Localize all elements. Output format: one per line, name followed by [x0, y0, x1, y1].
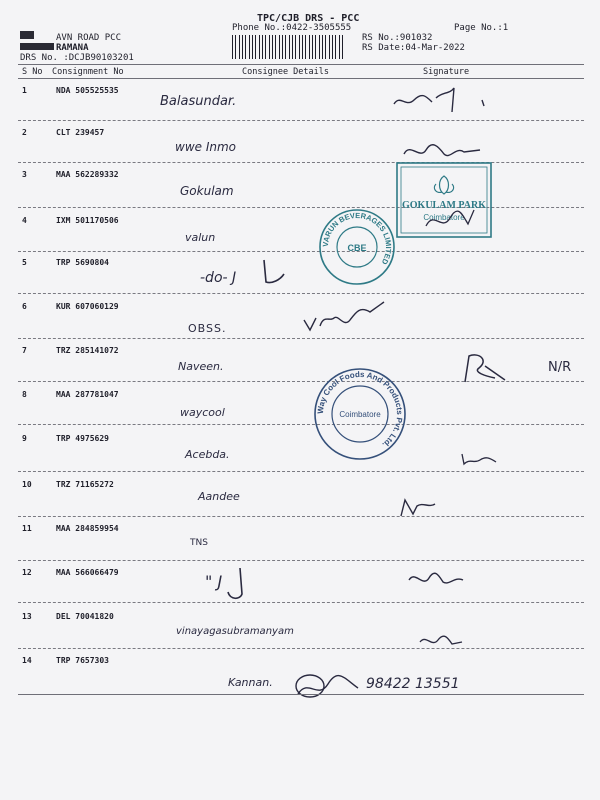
- column-header-consignment: Consignment No: [52, 67, 124, 77]
- stamp-ring-text: VARUN BEVERAGES LIMITED: [320, 210, 394, 267]
- table-row: [0, 390, 600, 434]
- signature-mark: [405, 568, 475, 592]
- barcode-bar: [259, 35, 260, 59]
- row-divider: [18, 251, 584, 252]
- document-title: TPC/CJB DRS - PCC: [257, 13, 360, 24]
- signature-mark: [222, 564, 262, 604]
- row-consignee: Aandee: [198, 490, 240, 503]
- barcode-bar: [322, 35, 323, 59]
- row-divider: [18, 560, 584, 561]
- barcode-bar: [332, 35, 333, 59]
- row-consignment: CLT 239457: [56, 128, 105, 137]
- table-row: [0, 216, 600, 260]
- row-consignee: valun: [185, 231, 216, 244]
- row-consignee: Acebda.: [185, 448, 230, 461]
- column-header-consignee: Consignee Details: [242, 67, 329, 77]
- barcode-bar: [269, 35, 270, 59]
- redaction-mark: [20, 43, 54, 50]
- row-divider: [18, 424, 584, 425]
- signature-mark: [422, 206, 482, 236]
- barcode-bar: [282, 35, 283, 59]
- row-consignment: MAA 287781047: [56, 390, 119, 399]
- signature-mark: [258, 256, 298, 286]
- row-note: N/R: [548, 360, 572, 375]
- row-sno: 1: [22, 86, 27, 95]
- row-consignee: wwe Inmo: [175, 140, 237, 154]
- row-sno: 7: [22, 346, 27, 355]
- barcode-bar: [325, 35, 326, 59]
- row-sno: 6: [22, 302, 27, 311]
- signature-mark: [418, 632, 468, 652]
- barcode-bar: [275, 35, 276, 59]
- page-number: Page No.:1: [454, 23, 509, 33]
- row-consignee: OBSS.: [188, 322, 227, 335]
- barcode-bar: [299, 35, 300, 59]
- row-consignee: Naveen.: [178, 360, 224, 373]
- handwritten-phone: 98422 13551: [366, 676, 460, 692]
- row-sno: 14: [22, 656, 32, 665]
- branch-name: AVN ROAD PCC: [56, 33, 122, 43]
- row-sno: 9: [22, 434, 27, 443]
- row-divider: [18, 648, 584, 649]
- row-sno: 13: [22, 612, 32, 621]
- row-consignment: DEL 70041820: [56, 612, 114, 621]
- barcode-image: [231, 35, 345, 59]
- column-header-sno: S No: [22, 67, 43, 77]
- barcode-bar: [305, 35, 306, 59]
- row-sno: 12: [22, 568, 32, 577]
- barcode-bar: [262, 35, 263, 59]
- phone-number: Phone No.:0422-3505555: [232, 23, 352, 33]
- barcode-bar: [312, 35, 313, 59]
- barcode-bar: [239, 35, 240, 59]
- signature-mark: [460, 450, 520, 470]
- table-bottom-rule: [18, 694, 584, 695]
- table-row: [0, 346, 600, 390]
- stamp-text: Coimbatore: [339, 410, 381, 419]
- row-consignment: IXM 501170506: [56, 216, 119, 225]
- barcode-bar: [252, 35, 253, 59]
- row-consignee: vinayagasubramanyam: [176, 626, 294, 637]
- table-row: [0, 128, 600, 172]
- barcode-bar: [232, 35, 233, 59]
- barcode-bar: [242, 35, 243, 59]
- barcode-bar: [265, 35, 266, 59]
- stamp-ring-text: Way Cool Foods And Products Pvt. Ltd.: [315, 369, 405, 450]
- row-divider: [18, 207, 584, 208]
- barcode-bar: [335, 35, 336, 59]
- row-consignment: MAA 562289332: [56, 170, 119, 179]
- row-divider: [18, 471, 584, 472]
- barcode-bar: [249, 35, 250, 59]
- row-divider: [18, 338, 584, 339]
- barcode-bar: [319, 35, 320, 59]
- row-sno: 10: [22, 480, 32, 489]
- row-consignment: MAA 284859954: [56, 524, 119, 533]
- row-consignee: -do- J: [200, 270, 237, 286]
- header-rule-bottom: [18, 78, 584, 79]
- row-consignment: TRP 5690804: [56, 258, 109, 267]
- barcode-bar: [285, 35, 286, 59]
- barcode-bar: [309, 35, 310, 59]
- stamp-text: Coimbatore: [423, 213, 465, 222]
- row-sno: 3: [22, 170, 27, 179]
- signature-mark: [288, 664, 364, 704]
- barcode-bar: [272, 35, 273, 59]
- row-divider: [18, 293, 584, 294]
- row-divider: [18, 162, 584, 163]
- stamp-text: GOKULAM PARK: [402, 200, 486, 211]
- row-consignee: waycool: [180, 406, 225, 419]
- header-rule-top: [18, 64, 584, 65]
- row-sno: 8: [22, 390, 27, 399]
- rs-number: RS No.:901032: [362, 33, 433, 43]
- row-sno: 4: [22, 216, 27, 225]
- drs-number: DRS No. :DCJB90103201: [20, 53, 134, 63]
- row-consignee: TNS: [190, 538, 208, 548]
- barcode-bar: [329, 35, 330, 59]
- column-header-signature: Signature: [423, 67, 470, 77]
- row-consignee: Balasundar.: [160, 94, 237, 109]
- barcode-bar: [279, 35, 280, 59]
- row-consignment: NDA 505525535: [56, 86, 119, 95]
- row-consignment: KUR 607060129: [56, 302, 119, 311]
- barcode-bar: [245, 35, 246, 59]
- row-consignment: TRZ 285141072: [56, 346, 119, 355]
- barcode-bar: [292, 35, 293, 59]
- row-divider: [18, 516, 584, 517]
- row-consignee: Gokulam: [180, 184, 234, 198]
- stamp-text: CBE: [347, 243, 367, 253]
- barcode-bar: [302, 35, 303, 59]
- rs-date: RS Date:04-Mar-2022: [362, 43, 465, 53]
- table-row: [0, 524, 600, 568]
- table-row: [0, 480, 600, 524]
- row-divider: [18, 120, 584, 121]
- signature-mark: [300, 296, 420, 336]
- barcode-bar: [342, 35, 343, 59]
- row-consignee: Kannan.: [228, 676, 273, 689]
- row-sno: 2: [22, 128, 27, 137]
- waycool-stamp: [312, 366, 408, 462]
- barcode-bar: [315, 35, 316, 59]
- row-consignment: MAA 566066479: [56, 568, 119, 577]
- table-row: [0, 302, 600, 346]
- barcode-bar: [295, 35, 296, 59]
- redaction-mark: [20, 31, 34, 39]
- table-row: [0, 612, 600, 656]
- table-row: [0, 568, 600, 612]
- row-divider: [18, 381, 584, 382]
- barcode-bar: [339, 35, 340, 59]
- row-consignment: TRP 7657303: [56, 656, 109, 665]
- barcode-bar: [289, 35, 290, 59]
- barcode-bar: [235, 35, 236, 59]
- row-consignee: " J: [205, 572, 223, 591]
- row-consignment: TRZ 71165272: [56, 480, 114, 489]
- barcode-bar: [255, 35, 256, 59]
- row-sno: 11: [22, 524, 32, 533]
- varun-beverages-stamp: [318, 208, 396, 286]
- row-consignment: TRP 4975629: [56, 434, 109, 443]
- signature-mark: [392, 86, 502, 116]
- row-sno: 5: [22, 258, 27, 267]
- row-divider: [18, 602, 584, 603]
- employee-name: RAMANA: [56, 43, 89, 53]
- table-row: [0, 86, 600, 130]
